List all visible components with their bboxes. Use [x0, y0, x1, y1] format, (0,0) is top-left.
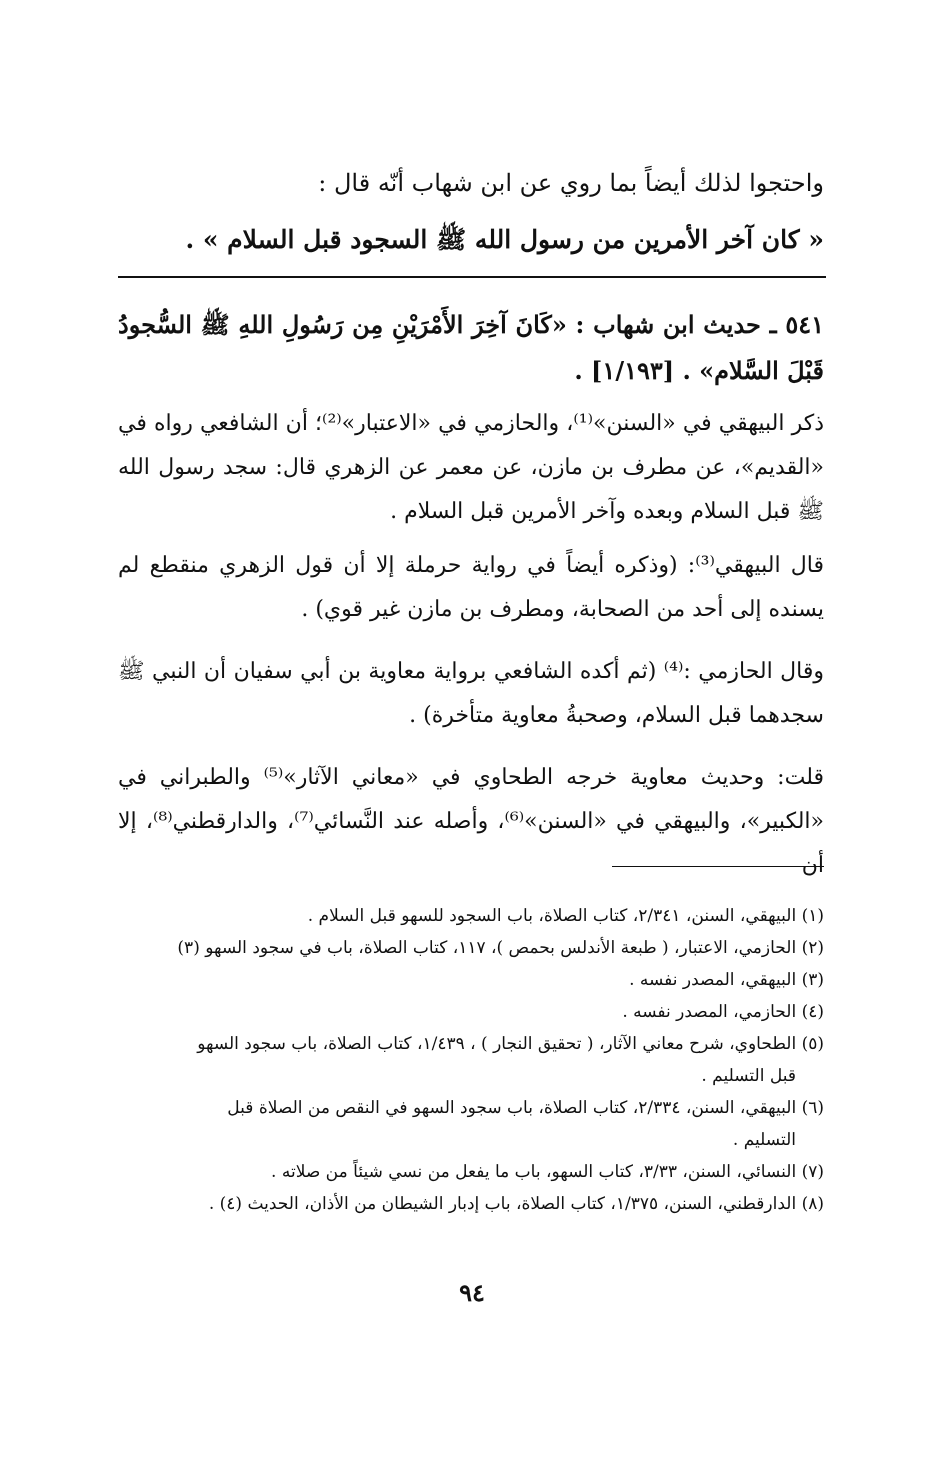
footnote-5-continuation: قبل التسليم . — [701, 1066, 796, 1086]
footnote-6-continuation: التسليم . — [732, 1130, 796, 1150]
paragraph-bayhaqi-hazimi: ذكر البيهقي في «السنن»⁽¹⁾، والحازمي في «الاعتبار»⁽²⁾؛ أن الشافعي رواه في «القديم»، عن مطرف بن مازن، عن معمر عن الزهري قال: سجد رسول الله ﷺ قبل السلام وبعده وآخر الأمرين قبل السلام . — [118, 411, 825, 524]
footnote-3: (٣) البيهقي، المصدر نفسه . — [629, 970, 824, 990]
footnote-6: (٦) البيهقي، السنن، ٢/٣٣٤، كتاب الصلاة، باب سجود السهو في النقص من الصلاة قبل — [227, 1098, 824, 1118]
section-divider — [118, 276, 826, 278]
footnote-divider — [612, 866, 824, 867]
footnote-8: (٨) الدارقطني، السنن، ١/٣٧٥، كتاب الصلاة، باب إدبار الشيطان من الأذان، الحديث (٤) . — [208, 1194, 824, 1214]
paragraph-bayhaqi-quote: قال البيهقي⁽³⁾: (وذكره أيضاً في رواية حرملة إلا أن قول الزهري منقطع لم يسنده إلى أحد من الصحابة، ومطرف بن مازن غير قوي) . — [118, 553, 824, 622]
footnote-4: (٤) الحازمي، المصدر نفسه . — [622, 1002, 824, 1022]
quoted-hadith: « كان آخر الأمرين من رسول الله ﷺ السجود قبل السلام » . — [185, 225, 824, 254]
footnote-7: (٧) النسائي، السنن، ٣/٣٣، كتاب السهو، باب ما يفعل من نسي شيئاً من صلاته . — [271, 1162, 824, 1182]
footnotes — [118, 900, 824, 1220]
footnote-2: (٢) الحازمي، الاعتبار، ( طبعة الأندلس بحمص )، ١١٧، كتاب الصلاة، باب في سجود السهو (٣) — [177, 938, 824, 958]
footnote-1: (١) البيهقي، السنن، ٢/٣٤١، كتاب الصلاة، باب السجود للسهو قبل السلام . — [307, 906, 824, 926]
paragraph-hazimi-quote: وقال الحازمي :⁽⁴⁾ (ثم أكده الشافعي برواية معاوية بن أبي سفيان أن النبي ﷺ سجدهما قبل السلام، وصحبةُ معاوية متأخرة) . — [118, 659, 824, 728]
footnote-5: (٥) الطحاوي، شرح معاني الآثار، ( تحقيق النجار ) ، ١/٤٣٩، كتاب الصلاة، باب سجود السهو — [197, 1034, 824, 1054]
page-number: ٩٤ — [459, 1278, 485, 1307]
hadith-heading: ٥٤١ ـ حديث ابن شهاب : «كَانَ آخِرَ الأَمْرَيْنِ مِن رَسُولِ اللهِ ﷺ السُّجودُ قَبْلَ السَّلام» . [١/١٩٣] . — [118, 310, 824, 385]
paragraph-muawiya-hadith: قلت: وحديث معاوية خرجه الطحاوي في «معاني الآثار»⁽⁵⁾ والطبراني في «الكبير»، والبيهقي في «السنن»⁽⁶⁾، وأصله عند النَّسائي⁽⁷⁾، والدارقطني⁽⁸⁾، إلا أن — [118, 765, 824, 878]
intro-line: واحتجوا لذلك أيضاً بما روي عن ابن شهاب أنّه قال : — [318, 169, 824, 197]
